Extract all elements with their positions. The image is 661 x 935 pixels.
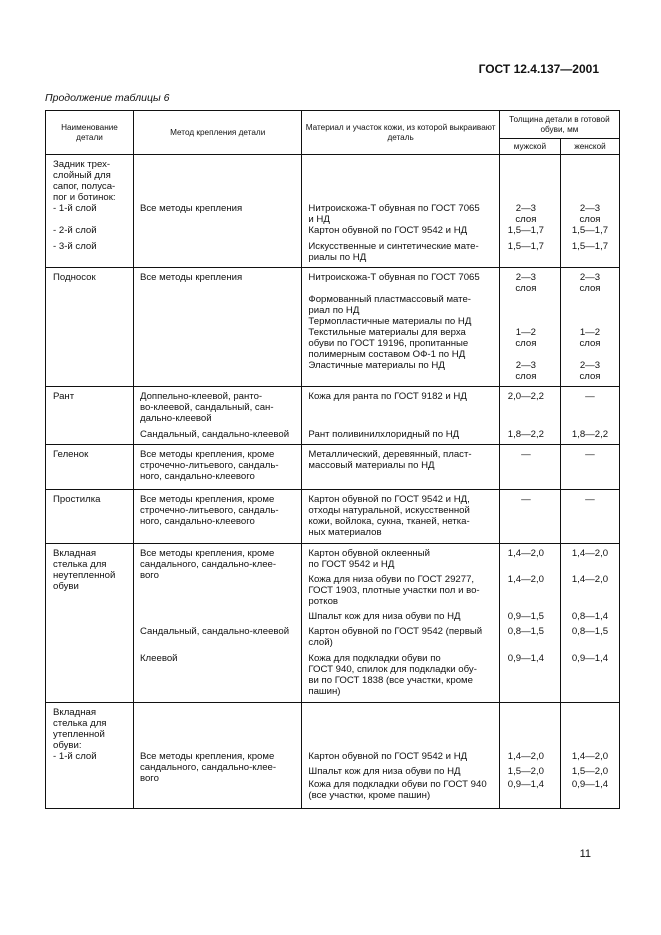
cell-text: 0,8—1,5 [507, 626, 545, 637]
cell-text: — [585, 391, 595, 402]
name-cell [46, 155, 134, 268]
cell-text: Нитроискожа-Т обувная по ГОСТ 7065 и НД [308, 203, 480, 225]
cell-text: 1,5—2,0 [507, 766, 545, 777]
table-row [46, 268, 620, 387]
cell-text: Задник трех- слойный для сапог, полуса- пог и ботинок: [53, 159, 116, 203]
cell-text: Эластичные материалы по НД [308, 360, 445, 371]
cell-text [46, 574, 133, 611]
cell-text: Кожа для ранта по ГОСТ 9182 и НД [308, 391, 467, 402]
cell-text: — [585, 449, 595, 460]
cell-text [134, 225, 301, 241]
cell-text: 1,5—1,7 [571, 241, 609, 252]
cell-text [134, 574, 301, 611]
cell-text: Все методы крепления, кроме сандального, сандально-клее- вого [139, 751, 277, 784]
cell-text: 1,8—2,2 [571, 429, 609, 440]
cell-text: Рант поливинилхлоридный по НД [308, 429, 460, 440]
female-thickness-cell [560, 268, 619, 387]
material-cell [302, 490, 499, 544]
cell-text: Клеевой [139, 653, 178, 664]
cell-text: 2—3 слоя [579, 203, 601, 225]
female-thickness-cell [560, 490, 619, 544]
cell-text: Текстильные материалы для верха обуви по ГОСТ 19196, пропитанные полимерным составом ОФ-1 по НД [308, 327, 469, 360]
male-thickness-cell [499, 544, 560, 703]
cell-text: — [521, 449, 531, 460]
cell-text: Сандальный, сандально-клеевой [139, 626, 290, 637]
method-cell [133, 490, 301, 544]
cell-text: Все методы крепления, кроме сандального, сандально-клее- вого [139, 548, 277, 581]
header-method: Метод крепления детали [133, 111, 301, 155]
cell-text [46, 294, 133, 316]
table-row [46, 155, 620, 268]
cell-text: 2—3 слоя [579, 272, 601, 294]
method-cell [133, 544, 301, 703]
method-cell [133, 268, 301, 387]
method-cell [133, 703, 301, 809]
cell-text: 2—3 слоя [515, 272, 537, 294]
female-thickness-cell [560, 387, 619, 445]
cell-text: 1,4—2,0 [507, 548, 545, 559]
cell-text: 1,4—2,0 [571, 574, 609, 585]
cell-text: Кожа для подкладки обуви по ГОСТ 940, спилок для подкладки обу- ви по ГОСТ 1838 (все участки, кроме пашин) [308, 653, 477, 697]
material-cell [302, 544, 499, 703]
male-thickness-cell [499, 490, 560, 544]
method-cell [133, 445, 301, 490]
male-thickness-cell [499, 445, 560, 490]
material-cell [302, 268, 499, 387]
cell-text: 0,9—1,5 [507, 611, 545, 622]
cell-text: Все методы крепления, кроме строчечно-литьевого, сандаль- ного, сандально-клеевого [139, 449, 279, 482]
cell-text [134, 611, 301, 626]
name-cell [46, 544, 134, 703]
cell-text: Вкладная стелька для неутепленной обуви [53, 548, 116, 592]
cell-text: Картон обувной оклеенный по ГОСТ 9542 и НД [308, 548, 430, 570]
cell-text [561, 707, 619, 751]
method-cell [133, 155, 301, 268]
cell-text: 0,8—1,4 [571, 611, 609, 622]
header-female: женской [560, 139, 619, 155]
cell-text: Нитроискожа-Т обувная по ГОСТ 7065 [308, 272, 480, 283]
header-thickness: Толщина детали в готовой обуви, мм [499, 111, 619, 139]
cell-text [561, 159, 619, 203]
material-cell [302, 387, 499, 445]
cell-text [46, 779, 133, 801]
name-cell [46, 268, 134, 387]
female-thickness-cell [560, 445, 619, 490]
cell-text: Доппельно-клеевой, ранто- во-клеевой, сандальный, сан- дально-клеевой [139, 391, 274, 424]
material-cell [302, 445, 499, 490]
cell-text: 2,0—2,2 [507, 391, 545, 402]
cell-text [500, 294, 560, 316]
cell-text: 1,5—1,7 [507, 225, 545, 236]
cell-text: Все методы крепления [139, 272, 243, 283]
cell-text: 0,9—1,4 [507, 779, 545, 790]
cell-text [302, 707, 498, 751]
name-cell [46, 387, 134, 445]
cell-text: 1,4—2,0 [571, 751, 609, 762]
cell-text: 0,8—1,5 [571, 626, 609, 637]
cell-text: - 3-й слой [53, 241, 97, 252]
material-cell [302, 155, 499, 268]
cell-text: 0,9—1,4 [507, 653, 545, 664]
cell-text [134, 779, 301, 801]
cell-text [134, 360, 301, 382]
cell-text: Рант [53, 391, 75, 402]
cell-text [302, 159, 498, 203]
cell-text: 1,4—2,0 [507, 751, 545, 762]
cell-text [46, 360, 133, 382]
cell-text [134, 707, 301, 751]
cell-text: 1,5—2,0 [571, 766, 609, 777]
cell-text: Кожа для низа обуви по ГОСТ 29277, ГОСТ 1903, плотные участки пол и во- ротков [308, 574, 480, 607]
cell-text: 1,5—1,7 [507, 241, 545, 252]
cell-text [46, 429, 133, 440]
female-thickness-cell [560, 155, 619, 268]
cell-text: Картон обувной по ГОСТ 9542 и НД [308, 751, 468, 762]
page-number: 11 [579, 848, 591, 860]
table-row [46, 544, 620, 703]
cell-text: Металлический, деревянный, пласт- массовый материалы по НД [308, 449, 472, 471]
cell-text [500, 159, 560, 203]
name-cell [46, 490, 134, 544]
cell-text: 0,9—1,4 [571, 779, 609, 790]
cell-text: Простилка [53, 494, 101, 505]
cell-text: — [585, 494, 595, 505]
cell-text [134, 766, 301, 779]
cell-text: — [521, 494, 531, 505]
cell-text: Вкладная стелька для утепленной обуви: [53, 707, 107, 751]
cell-text [134, 294, 301, 316]
cell-text: Картон обувной по ГОСТ 9542 и НД, отходы натуральной, искусственной кожи, войлока, сукна, тканей, нетка- ных материалов [308, 494, 470, 538]
male-thickness-cell [499, 703, 560, 809]
cell-text: Сандальный, сандально-клеевой [139, 429, 290, 440]
cell-text: Искусственные и синтетические мате- риалы по НД [308, 241, 479, 263]
cell-text: 2—3 слоя [515, 203, 537, 225]
table-caption: Продолжение таблицы 6 [45, 92, 170, 104]
cell-text: Термопластичные материалы по НД [308, 316, 472, 327]
cell-text: Формованный пластмассовый мате- риал по НД [308, 294, 471, 316]
cell-text [46, 316, 133, 327]
cell-text [46, 327, 133, 360]
cell-text [46, 766, 133, 779]
male-thickness-cell [499, 387, 560, 445]
female-thickness-cell [560, 544, 619, 703]
name-cell [46, 445, 134, 490]
table-row [46, 490, 620, 544]
cell-text [500, 316, 560, 327]
cell-text: 1,4—2,0 [507, 574, 545, 585]
cell-text: Шпальт кож для низа обуви по НД [308, 611, 461, 622]
cell-text: Все методы крепления, кроме строчечно-литьевого, сандаль- ного, сандально-клеевого [139, 494, 279, 527]
header-name: Наименование детали [46, 111, 134, 155]
cell-text [134, 159, 301, 203]
cell-text [134, 327, 301, 360]
cell-text: 1—2 слоя [515, 327, 537, 349]
header-male: мужской [499, 139, 560, 155]
header-row [46, 111, 620, 139]
spec-table [45, 110, 620, 809]
cell-text: Геленок [53, 449, 89, 460]
cell-text: Шпальт кож для низа обуви по НД [308, 766, 461, 777]
cell-text: 1,5—1,7 [571, 225, 609, 236]
header-material: Материал и участок кожи, из которой выкраивают деталь [302, 111, 499, 155]
cell-text [46, 611, 133, 626]
material-cell [302, 703, 499, 809]
table-body [46, 155, 620, 809]
cell-text: Подносок [53, 272, 96, 283]
cell-text: 2—3 слоя [579, 360, 601, 382]
cell-text: - 2-й слой [53, 225, 97, 236]
cell-text [561, 294, 619, 316]
cell-text [134, 241, 301, 263]
cell-text: 2—3 слоя [515, 360, 537, 382]
cell-text [561, 316, 619, 327]
cell-text: 1—2 слоя [579, 327, 601, 349]
table-row [46, 445, 620, 490]
male-thickness-cell [499, 268, 560, 387]
cell-text: 1,8—2,2 [507, 429, 545, 440]
method-cell [133, 387, 301, 445]
name-cell [46, 703, 134, 809]
cell-text: 0,9—1,4 [571, 653, 609, 664]
cell-text: - 1-й слой [53, 751, 97, 762]
cell-text: 1,4—2,0 [571, 548, 609, 559]
cell-text: Все методы крепления [139, 203, 243, 214]
table-row [46, 703, 620, 809]
male-thickness-cell [499, 155, 560, 268]
cell-text [46, 653, 133, 697]
cell-text: Кожа для подкладки обуви по ГОСТ 940 (все участки, кроме пашин) [308, 779, 487, 801]
cell-text: - 1-й слой [53, 203, 97, 214]
table-row [46, 387, 620, 445]
cell-text: Картон обувной по ГОСТ 9542 и НД [308, 225, 468, 236]
cell-text [46, 626, 133, 653]
cell-text: Картон обувной по ГОСТ 9542 (первый слой) [308, 626, 483, 648]
cell-text [134, 316, 301, 327]
female-thickness-cell [560, 703, 619, 809]
cell-text [500, 707, 560, 751]
document-code: ГОСТ 12.4.137—2001 [478, 62, 599, 76]
